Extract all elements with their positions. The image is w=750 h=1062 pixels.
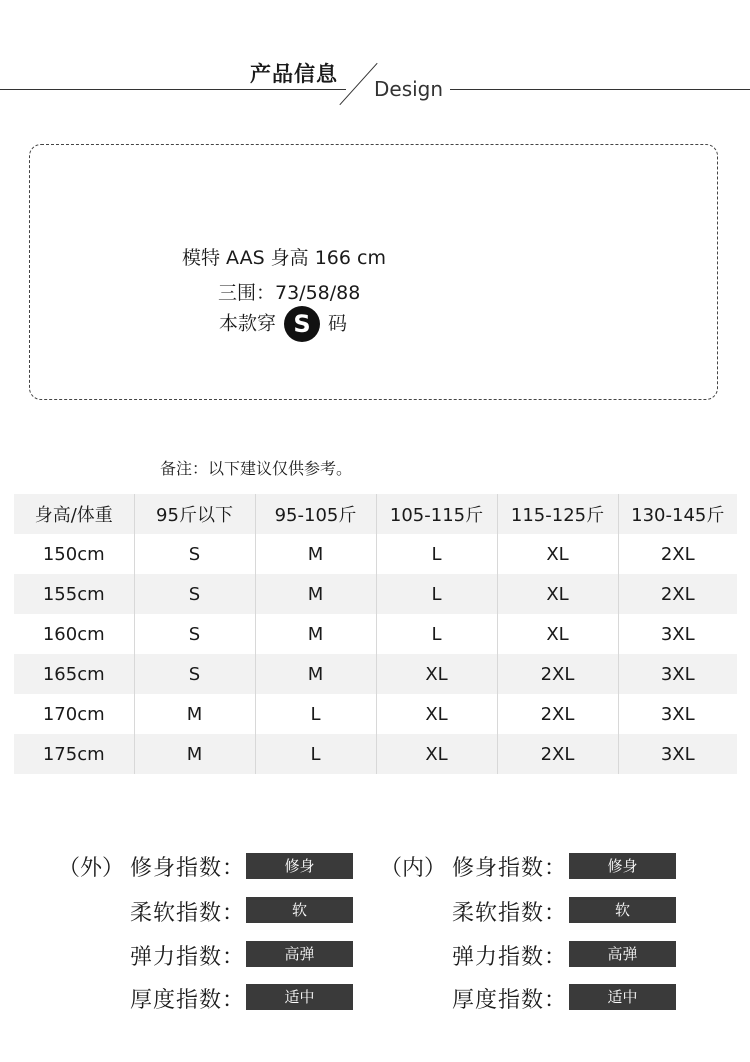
table-cell: 3XL: [660, 623, 695, 645]
table-cell: L: [255, 734, 376, 774]
model-name-height: 模特 AAS 身高 166 cm: [182, 247, 386, 269]
table-cell: M: [255, 574, 376, 614]
outer-fit-label: 修身指数：: [130, 856, 246, 881]
table-cell: 160cm: [14, 614, 134, 654]
outer-fit-badge: 修身: [246, 853, 353, 879]
table-cell: M: [134, 734, 255, 774]
table-row: [14, 654, 737, 694]
table-header-cell: 105-115斤: [376, 494, 497, 534]
table-header-row: [14, 494, 737, 534]
table-cell: M: [134, 694, 255, 734]
header-slash: [339, 63, 377, 105]
table-header-cell: 95-105斤: [255, 494, 376, 534]
inner-thickness-badge: 适中: [569, 984, 676, 1010]
table-cell: S: [134, 654, 255, 694]
model-info-box: [29, 144, 718, 400]
page-subtitle: Design: [374, 77, 444, 101]
table-cell: 2XL: [497, 694, 618, 734]
outer-prefix: （外）: [58, 856, 125, 881]
table-cell: 165cm: [14, 654, 134, 694]
table-cell: XL: [376, 654, 497, 694]
table-cell: L: [376, 614, 497, 654]
table-cell: 2XL: [660, 543, 695, 565]
inner-softness-badge: 软: [569, 897, 676, 923]
table-cell: 2XL: [497, 654, 618, 694]
table-cell: XL: [497, 534, 618, 574]
table-cell: 175cm: [14, 734, 134, 774]
table-row: [14, 734, 737, 774]
note-text: 备注：以下建议仅供参考。: [160, 459, 353, 478]
inner-fit-label: 修身指数：: [452, 856, 568, 881]
header-rule-right: [450, 89, 750, 90]
table-row: [14, 534, 737, 574]
wear-prefix: 本款穿: [219, 312, 277, 335]
table-cell: 150cm: [14, 534, 134, 574]
inner-prefix: （内）: [380, 856, 447, 881]
table-cell: L: [376, 574, 497, 614]
outer-stretch-badge: 高弹: [246, 941, 353, 967]
table-cell: S: [134, 534, 255, 574]
table-cell: M: [255, 614, 376, 654]
inner-thickness-label: 厚度指数：: [452, 988, 568, 1013]
size-chart-table: [14, 494, 737, 774]
table-cell: S: [134, 614, 255, 654]
table-cell: 2XL: [497, 734, 618, 774]
size-badge: S: [284, 306, 320, 342]
wear-suffix: 码: [328, 312, 348, 335]
inner-stretch-badge: 高弹: [569, 941, 676, 967]
table-cell: 3XL: [660, 703, 695, 725]
table-row: [14, 574, 737, 614]
table-cell: 3XL: [618, 654, 737, 694]
outer-thickness-label: 厚度指数：: [130, 988, 246, 1013]
outer-softness-badge: 软: [246, 897, 353, 923]
model-measurements: 三围：73/58/88: [218, 282, 361, 304]
table-cell: 2XL: [618, 574, 737, 614]
table-cell: XL: [497, 614, 618, 654]
table-header-cell: 130-145斤: [618, 494, 737, 534]
table-cell: 3XL: [618, 734, 737, 774]
page-title: 产品信息: [250, 62, 338, 86]
model-wear-size: [219, 306, 347, 342]
table-cell: M: [255, 654, 376, 694]
table-row: [14, 694, 737, 734]
outer-softness-label: 柔软指数：: [130, 901, 246, 926]
table-header-cell: 95斤以下: [134, 494, 255, 534]
table-cell: L: [255, 694, 376, 734]
table-cell: M: [255, 534, 376, 574]
outer-stretch-label: 弹力指数：: [130, 945, 246, 970]
outer-thickness-badge: 适中: [246, 984, 353, 1010]
inner-softness-label: 柔软指数：: [452, 901, 568, 926]
inner-stretch-label: 弹力指数：: [452, 945, 568, 970]
table-cell: XL: [376, 694, 497, 734]
header-rule-left: [0, 89, 346, 90]
table-cell: 155cm: [14, 574, 134, 614]
table-cell: XL: [497, 574, 618, 614]
table-cell: S: [134, 574, 255, 614]
table-cell: L: [376, 534, 497, 574]
table-cell: XL: [376, 734, 497, 774]
inner-fit-badge: 修身: [569, 853, 676, 879]
table-header-cell: 身高/体重: [14, 494, 134, 534]
table-row: [14, 614, 737, 654]
table-header-cell: 115-125斤: [497, 494, 618, 534]
table-cell: 170cm: [14, 694, 134, 734]
